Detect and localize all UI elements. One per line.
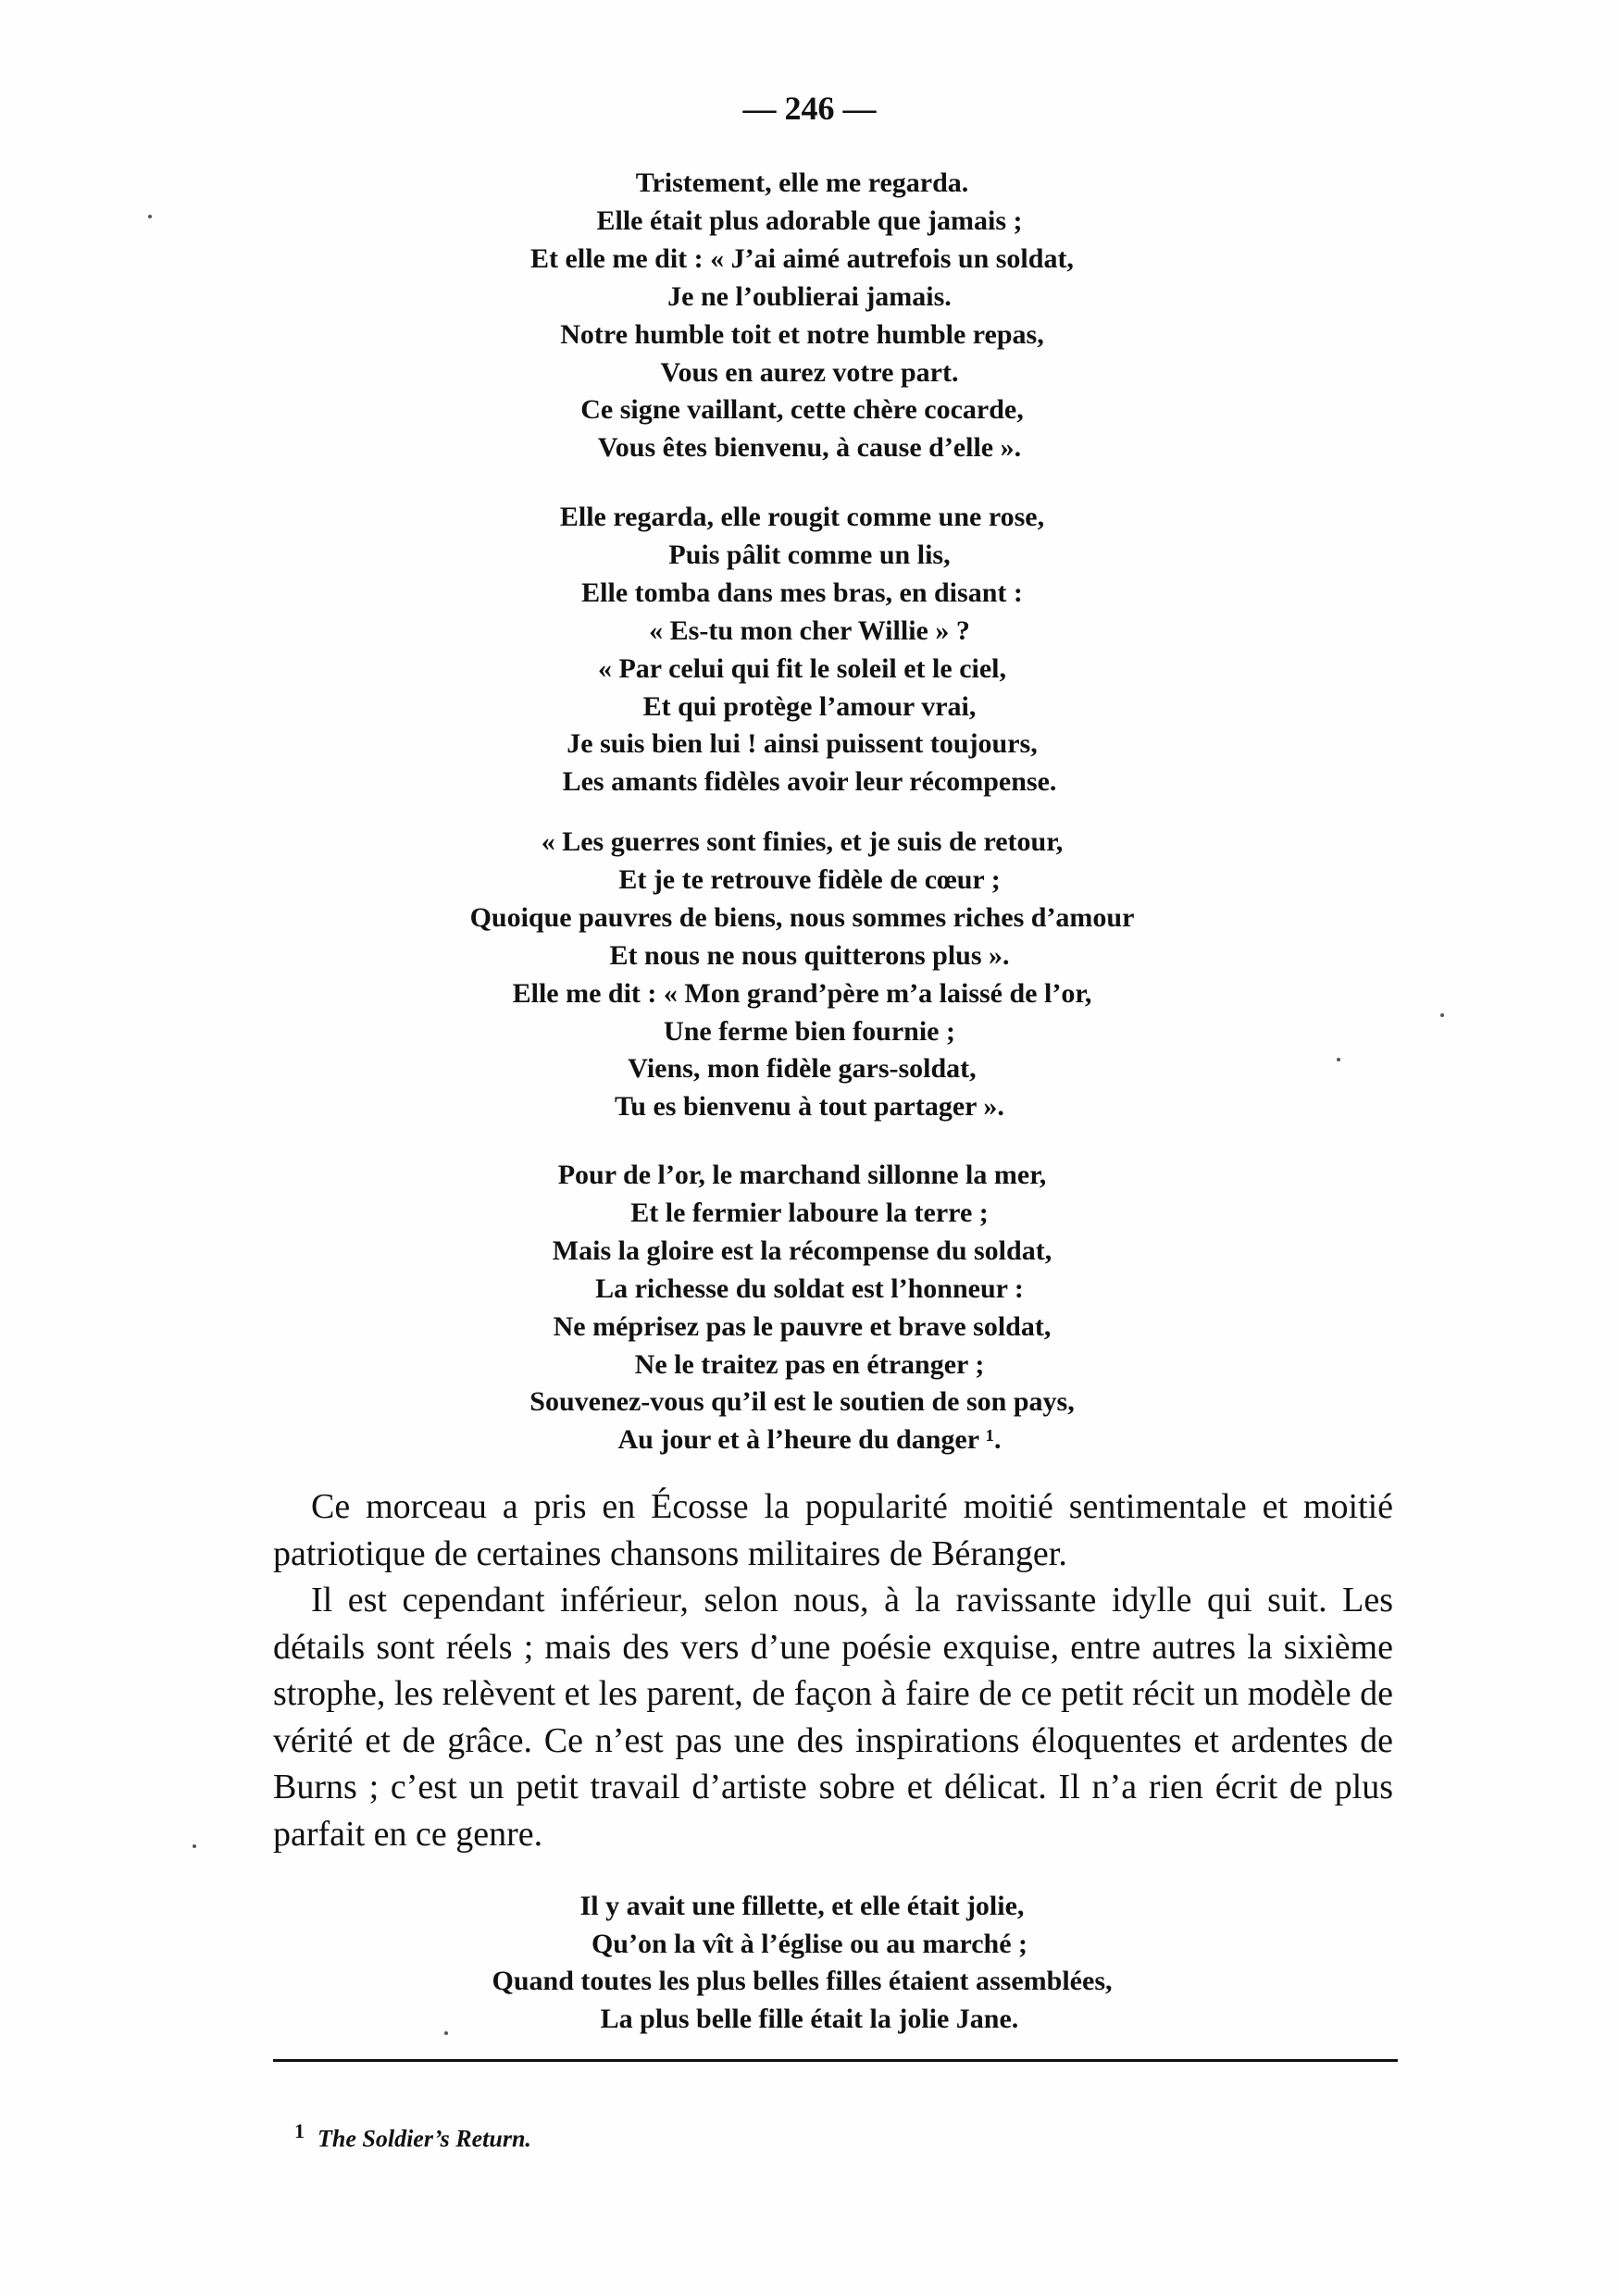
verse-line: Pour de l’or, le marchand sillonne la mer, [557,1160,1047,1190]
print-speck [148,215,152,218]
verse-line: Tristement, elle me regarda. [635,168,969,198]
verse-line: La richesse du soldat est l’honneur : [595,1272,1024,1304]
footnote-divider [273,2059,1398,2062]
poem-stanza [0,1888,1619,2038]
verse-line: Il y avait une fillette, et elle était jolie, [579,1891,1025,1921]
verse-line: Et nous ne nous quitterons plus ». [609,939,1010,971]
verse-line: Au jour et à l’heure du danger ¹. [617,1424,1002,1456]
verse-line: Mais la gloire est la récompense du soldat, [552,1235,1052,1266]
verse-line: Elle était plus adorable que jamais ; [596,205,1023,236]
verse-line: « Par celui qui fit le soleil et le ciel, [597,652,1006,684]
verse-line: Ne le traitez pas en étranger ; [634,1348,985,1380]
footnote [294,2119,531,2153]
prose-paragraph: Il est cependant inférieur, selon nous, à la ravissante idylle qui suit. Les détails sont réels ; mais des vers d’une poésie exquise, entre autres la sixième strophe, les relèvent et les parent, de façon à faire de ce petit récit un modèle de vérité et de grâce. Ce n’est pas une des inspirations éloquentes et ardentes de Burns ; c’est un petit travail d’artiste sobre et délicat. Il n’a rien écrit de plus parfait en ce genre. [273,1581,1393,1854]
verse-line: Puis pâlit comme un lis, [668,539,951,570]
verse-line: Quand toutes les plus belles filles étaient assemblées, [492,1966,1113,1996]
verse-line: Et elle me dit : « J’ai aimé autrefois un soldat, [530,242,1074,274]
verse-line: Et le fermier laboure la terre ; [630,1197,989,1228]
footnote-marker: 1 [294,2119,305,2142]
verse-line: Vous êtes bienvenu, à cause d’elle ». [597,432,1022,464]
poem-stanza [0,165,1619,467]
page-number: — 246 — [742,90,877,127]
verse-line: Les amants fidèles avoir leur récompense. [562,766,1057,798]
prose-block [273,1483,1393,1577]
prose-block [273,1577,1393,1857]
verse-line: Une ferme bien fournie ; [664,1015,955,1047]
print-speck [193,1844,196,1848]
poem-stanza [0,499,1619,801]
verse-line: Qu’on la vît à l’église ou au marché ; [591,1928,1028,1959]
verse-line: « Les guerres sont finies, et je suis de retour, [541,826,1064,857]
verse-line: « Es-tu mon cher Willie » ? [649,614,970,646]
poem-stanza [0,824,1619,1126]
poem-stanza [0,1157,1619,1459]
verse-line: Ne méprisez pas le pauvre et brave soldat, [553,1310,1052,1342]
verse-line: La plus belle fille était la jolie Jane. [600,2003,1019,2034]
verse-line: Elle me dit : « Mon grand’père m’a laissé de l’or, [512,977,1092,1009]
verse-line: Tu es bienvenu à tout partager ». [615,1091,1004,1123]
verse-line: Et je te retrouve fidèle de cœur ; [618,863,1001,895]
verse-line: Et qui protège l’amour vrai, [642,690,977,722]
verse-line: Notre humble toit et notre humble repas, [560,318,1044,350]
print-speck [1440,1013,1444,1017]
verse-line: Elle regarda, elle rougit comme une rose, [559,502,1045,532]
prose-paragraph: Ce morceau a pris en Écosse la popularité moitié sentimentale et moitié patriotique de certaines chansons militaires de Béranger. [273,1487,1393,1573]
verse-line: Je suis bien lui ! ainsi puissent toujours, [567,728,1038,760]
print-speck [444,2031,448,2035]
print-speck [1337,1058,1340,1061]
verse-line: Je ne l’oublierai jamais. [667,280,952,312]
verse-line: Souvenez-vous qu’il est le soutien de son pays, [529,1386,1075,1418]
verse-line: Viens, mon fidèle gars-soldat, [628,1053,977,1085]
verse-line: Elle tomba dans mes bras, en disant : [581,577,1023,608]
footnote-text: The Soldier’s Return. [318,2125,531,2153]
verse-line: Quoique pauvres de biens, nous sommes riches d’amour [469,901,1135,933]
verse-line: Vous en aurez votre part. [660,356,959,388]
verse-line: Ce signe vaillant, cette chère cocarde, [580,394,1024,426]
